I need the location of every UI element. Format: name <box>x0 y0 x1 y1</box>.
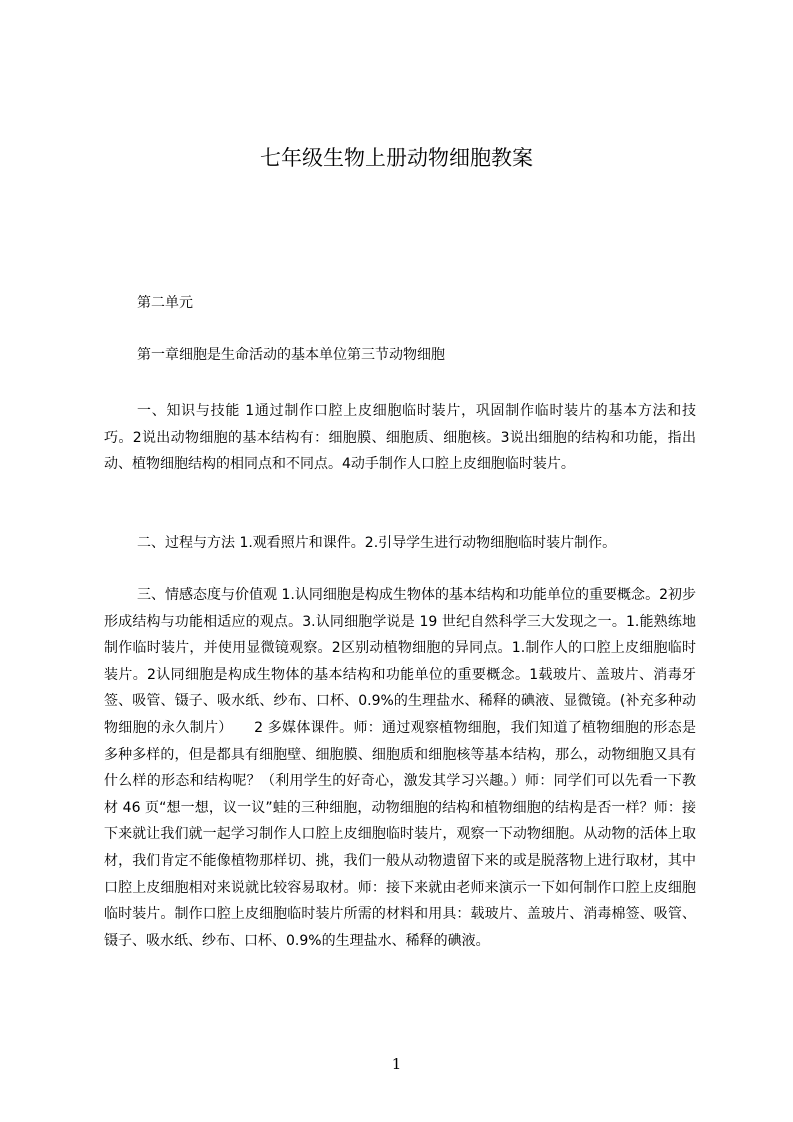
page-number: 1 <box>391 1055 402 1073</box>
document-title: 七年级生物上册动物细胞教案 <box>260 146 533 170</box>
chapter-heading: 第一章细胞是生命活动的基本单位第三节动物细胞 <box>137 347 445 363</box>
knowledge-skills-paragraph: 一、知识与技能 1通过制作口腔上皮细胞临时装片，巩固制作临时装片的基本方法和技巧。2说出动物细胞的基本结构有：细胞膜、细胞质、细胞核。3说出细胞的结构和功能，指出动、植物细胞结构的相同点和不同点。4动手制作人口腔上皮细胞临时装片。 <box>104 403 696 473</box>
unit-heading: 第二单元 <box>137 295 193 311</box>
process-methods-paragraph: 二、过程与方法 1.观看照片和课件。2.引导学生进行动物细胞临时装片制作。 <box>137 535 617 551</box>
attitude-values-paragraph: 三、情感态度与价值观 1.认同细胞是构成生物体的基本结构和功能单位的重要概念。2初步形成结构与功能相适应的观点。3.认同细胞学说是 19 世纪自然科学三大发现之一。1.能熟练地制作临时装片，并使用显微镜观察。2区别动植物细胞的异同点。1.制作人的口腔上皮细胞临时装片。2认同细胞是构成生物体的基本结构和功能单位的重要概念。1载玻片、盖玻片、消毒牙签、吸管、镊子、吸水纸、纱布、口杯、0.9%的生理盐水、稀释的碘液、显微镜。(补充多种动物细胞的永久制片） 2 多媒体课件。师：通过观察植物细胞，我们知道了植物细胞的形态是多种多样的，但是都具有细胞壁、细胞膜、细胞质和细胞核等基本结构，那么，动物细胞又具有什么样的形态和结构呢？（利用学生的好奇心，激发其学习兴趣。）师：同学们可以先看一下教材 46 页“想一想，议一议”蛙的三种细胞，动物细胞的结构和植物细胞的结构是否一样？师：接下来就让我们就一起学习制作人口腔上皮细胞临时装片，观察一下动物细胞。从动物的活体上取材，我们肯定不能像植物那样切、挑，我们一般从动物遗留下来的或是脱落物上进行取材，其中口腔上皮细胞相对来说就比较容易取材。师：接下来就由老师来演示一下如何制作口腔上皮细胞临时装片。制作口腔上皮细胞临时装片所需的材料和用具：载玻片、盖玻片、消毒棉签、吸管、镊子、吸水纸、纱布、口杯、0.9%的生理盐水、稀释的碘液。 <box>104 587 696 949</box>
